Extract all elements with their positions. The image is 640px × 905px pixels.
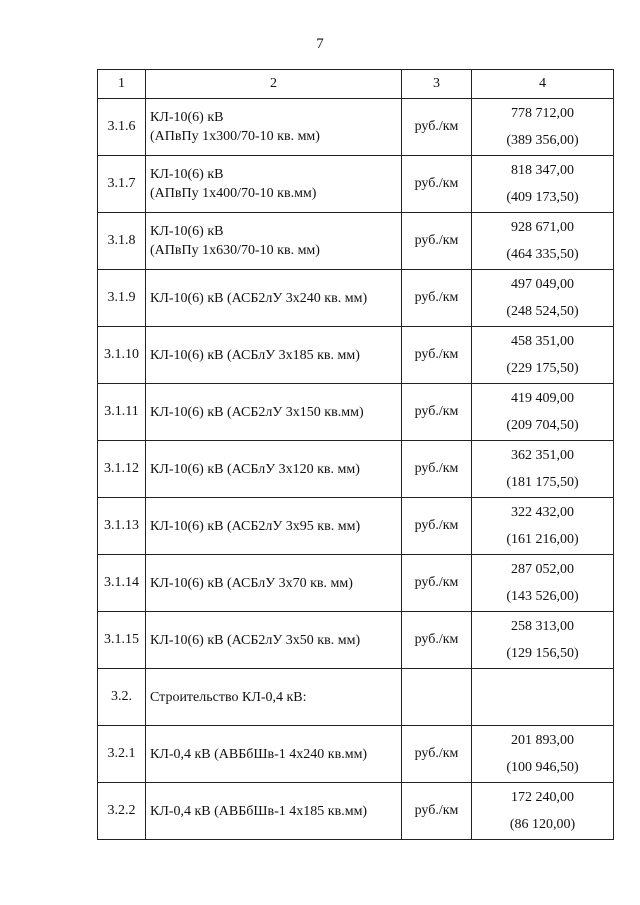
row-value-main: 172 240,00 bbox=[511, 790, 574, 805]
row-value-half: (161 216,00) bbox=[506, 532, 579, 547]
row-unit: руб./км bbox=[402, 384, 472, 441]
row-value-half: (389 356,00) bbox=[506, 133, 579, 148]
row-value-half: (100 946,50) bbox=[506, 760, 579, 775]
row-value-half: (86 120,00) bbox=[509, 817, 576, 832]
row-number: 3.1.13 bbox=[98, 498, 146, 555]
row-name-line-1: Строительство КЛ-0,4 кВ: bbox=[150, 689, 307, 705]
row-value-main: 287 052,00 bbox=[511, 562, 574, 577]
row-value-half: (409 173,50) bbox=[506, 190, 579, 205]
row-name bbox=[146, 213, 402, 270]
row-value-main: 497 049,00 bbox=[511, 277, 574, 292]
row-name-line-1: КЛ-10(6) кВ bbox=[150, 224, 224, 239]
table-row bbox=[98, 156, 614, 213]
table-row bbox=[98, 669, 614, 726]
header-col-1: 1 bbox=[98, 70, 146, 99]
row-name-line-2: (АПвПу 1х630/70-10 кв. мм) bbox=[150, 243, 320, 258]
row-unit: руб./км bbox=[402, 441, 472, 498]
row-name-line-1: КЛ-10(6) кВ (АСБ2лУ 3х50 кв. мм) bbox=[150, 632, 361, 648]
row-value bbox=[472, 156, 614, 213]
row-value-half: (129 156,50) bbox=[506, 646, 579, 661]
row-name-line-2: (АПвПу 1х300/70-10 кв. мм) bbox=[150, 129, 320, 144]
row-value bbox=[472, 783, 614, 840]
row-value-main: 419 409,00 bbox=[511, 391, 574, 406]
table-header-row bbox=[98, 70, 614, 99]
row-number: 3.1.6 bbox=[98, 99, 146, 156]
row-unit: руб./км bbox=[402, 612, 472, 669]
row-name-line-1: КЛ-10(6) кВ (АСБ2лУ 3х150 кв.мм) bbox=[150, 404, 364, 420]
row-number: 3.1.9 bbox=[98, 270, 146, 327]
row-name-line-2: (АПвПу 1х400/70-10 кв.мм) bbox=[150, 186, 317, 201]
header-col-3: 3 bbox=[402, 70, 472, 99]
row-name bbox=[146, 99, 402, 156]
row-number: 3.2.2 bbox=[98, 783, 146, 840]
row-number: 3.2. bbox=[98, 669, 146, 726]
row-name bbox=[146, 498, 402, 555]
row-name-line-1: КЛ-0,4 кВ (АВБбШв-1 4х185 кв.мм) bbox=[150, 803, 368, 819]
row-name-line-1: КЛ-10(6) кВ bbox=[150, 110, 224, 125]
table-row bbox=[98, 726, 614, 783]
row-number: 3.2.1 bbox=[98, 726, 146, 783]
row-value bbox=[472, 612, 614, 669]
row-number: 3.1.12 bbox=[98, 441, 146, 498]
row-value bbox=[472, 441, 614, 498]
row-value-main: 818 347,00 bbox=[511, 163, 574, 178]
row-name bbox=[146, 669, 402, 726]
row-unit: руб./км bbox=[402, 156, 472, 213]
row-number: 3.1.10 bbox=[98, 327, 146, 384]
row-value bbox=[472, 669, 614, 726]
row-unit: руб./км bbox=[402, 783, 472, 840]
row-value-half: (248 524,50) bbox=[506, 304, 579, 319]
row-number: 3.1.15 bbox=[98, 612, 146, 669]
row-value bbox=[472, 327, 614, 384]
row-value bbox=[472, 555, 614, 612]
row-unit bbox=[402, 669, 472, 726]
row-name-line-1: КЛ-10(6) кВ (АСБлУ 3х120 кв. мм) bbox=[150, 461, 360, 477]
table-row bbox=[98, 99, 614, 156]
row-name bbox=[146, 783, 402, 840]
row-name bbox=[146, 384, 402, 441]
row-value-main: 778 712,00 bbox=[511, 106, 574, 121]
row-name bbox=[146, 612, 402, 669]
row-unit: руб./км bbox=[402, 498, 472, 555]
table-body bbox=[98, 99, 614, 840]
row-name-line-1: КЛ-0,4 кВ (АВБбШв-1 4х240 кв.мм) bbox=[150, 746, 368, 762]
row-value-main: 928 671,00 bbox=[511, 220, 574, 235]
row-name-line-1: КЛ-10(6) кВ (АСБ2лУ 3х240 кв. мм) bbox=[150, 290, 368, 306]
row-number: 3.1.11 bbox=[98, 384, 146, 441]
row-unit: руб./км bbox=[402, 213, 472, 270]
row-value bbox=[472, 726, 614, 783]
header-col-2: 2 bbox=[146, 70, 402, 99]
row-name bbox=[146, 270, 402, 327]
table-row bbox=[98, 612, 614, 669]
row-unit: руб./км bbox=[402, 270, 472, 327]
row-unit: руб./км bbox=[402, 99, 472, 156]
row-number: 3.1.7 bbox=[98, 156, 146, 213]
row-value-main: 362 351,00 bbox=[511, 448, 574, 463]
row-value-half: (181 175,50) bbox=[506, 475, 579, 490]
row-name-line-1: КЛ-10(6) кВ (АСБлУ 3х185 кв. мм) bbox=[150, 347, 360, 363]
row-value-main: 322 432,00 bbox=[511, 505, 574, 520]
row-unit: руб./км bbox=[402, 327, 472, 384]
table-row bbox=[98, 498, 614, 555]
row-value bbox=[472, 384, 614, 441]
row-value-main: 201 893,00 bbox=[511, 733, 574, 748]
table-row bbox=[98, 213, 614, 270]
row-value-half: (464 335,50) bbox=[506, 247, 579, 262]
row-value-half: (143 526,00) bbox=[506, 589, 579, 604]
row-value bbox=[472, 99, 614, 156]
row-name bbox=[146, 555, 402, 612]
header-col-4: 4 bbox=[472, 70, 614, 99]
row-name bbox=[146, 327, 402, 384]
row-value bbox=[472, 498, 614, 555]
row-name bbox=[146, 726, 402, 783]
row-name-line-1: КЛ-10(6) кВ (АСБлУ 3х70 кв. мм) bbox=[150, 575, 353, 591]
row-unit: руб./км bbox=[402, 555, 472, 612]
table-row bbox=[98, 270, 614, 327]
table-row bbox=[98, 783, 614, 840]
row-number: 3.1.8 bbox=[98, 213, 146, 270]
row-value-half: (229 175,50) bbox=[506, 361, 579, 376]
row-number: 3.1.14 bbox=[98, 555, 146, 612]
row-name-line-1: КЛ-10(6) кВ bbox=[150, 167, 224, 182]
table-row bbox=[98, 555, 614, 612]
row-name bbox=[146, 156, 402, 213]
row-value-main: 258 313,00 bbox=[511, 619, 574, 634]
row-value-half: (209 704,50) bbox=[506, 418, 579, 433]
page-number: 7 bbox=[316, 36, 324, 52]
tariff-table bbox=[97, 69, 614, 840]
table-row bbox=[98, 327, 614, 384]
row-value bbox=[472, 213, 614, 270]
table-row bbox=[98, 441, 614, 498]
table-row bbox=[98, 384, 614, 441]
row-value-main: 458 351,00 bbox=[511, 334, 574, 349]
row-name-line-1: КЛ-10(6) кВ (АСБ2лУ 3х95 кв. мм) bbox=[150, 518, 361, 534]
row-unit: руб./км bbox=[402, 726, 472, 783]
row-value bbox=[472, 270, 614, 327]
row-name bbox=[146, 441, 402, 498]
